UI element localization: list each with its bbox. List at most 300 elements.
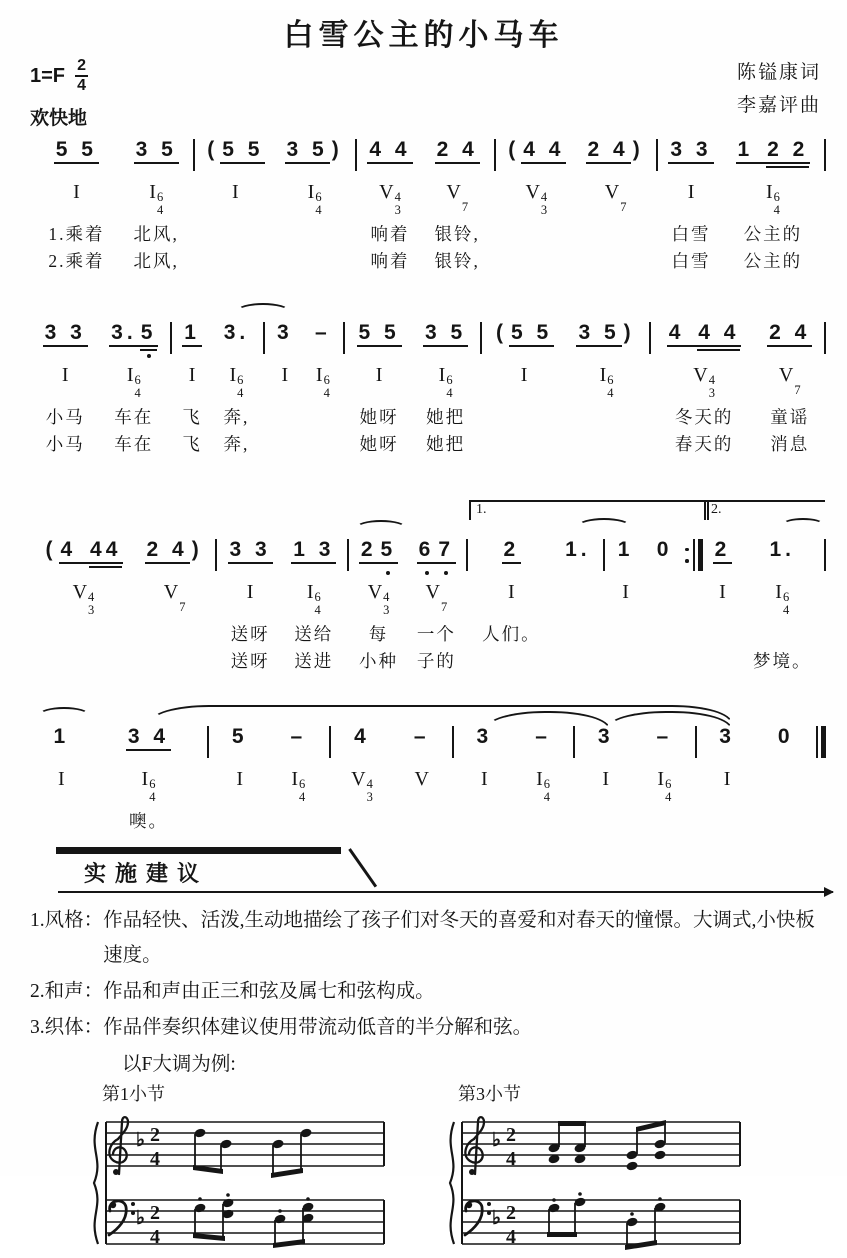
tempo-marking: 欢快地 xyxy=(30,108,88,129)
barline xyxy=(263,322,265,354)
volta-label: 2. xyxy=(711,502,722,517)
chord-symbol: I xyxy=(622,581,629,603)
chord-symbol: V 4 3 xyxy=(72,581,95,617)
note-group xyxy=(182,321,202,355)
chord-symbol: I 6 4 xyxy=(149,181,164,217)
beat xyxy=(34,138,119,275)
note-token: 1 xyxy=(617,538,634,561)
note-token: – xyxy=(413,725,430,748)
note-token: 4 xyxy=(667,321,697,347)
beat xyxy=(744,538,822,675)
beat xyxy=(284,538,344,675)
chord-symbol: I 6 4 xyxy=(536,768,550,804)
lyric-line-1: 飞 xyxy=(182,407,202,427)
chord-row xyxy=(724,759,731,808)
note-token: 3 xyxy=(597,725,614,748)
staff-example-2 xyxy=(444,1080,754,1258)
chord-symbol: I 6 4 xyxy=(438,364,453,400)
lyric-line-2: 车在 xyxy=(114,434,154,454)
chord-row xyxy=(602,759,609,808)
beat xyxy=(706,538,740,675)
tie-arc xyxy=(783,518,823,536)
chord-row xyxy=(316,355,330,404)
svg-text:4: 4 xyxy=(150,1148,160,1171)
beat xyxy=(471,538,551,675)
note-group xyxy=(417,538,456,572)
bass-notes xyxy=(547,1193,666,1251)
lyric-line-2: 飞 xyxy=(182,434,202,454)
volta-bracket xyxy=(469,500,709,520)
key-time-signature xyxy=(492,1124,516,1248)
svg-text:2: 2 xyxy=(150,1202,160,1225)
beat xyxy=(661,138,721,275)
beat xyxy=(123,138,190,275)
chord-symbol: I xyxy=(723,768,731,790)
chord-symbol: I xyxy=(246,581,254,603)
arrow-right-icon xyxy=(824,887,834,897)
staff-examples xyxy=(30,1080,837,1258)
note-group xyxy=(668,138,713,172)
note-token: 2 2 xyxy=(765,138,810,164)
slur-arc xyxy=(356,520,406,538)
beat xyxy=(360,138,420,275)
barline xyxy=(207,726,209,758)
note-group xyxy=(205,138,265,172)
system-2 xyxy=(32,301,827,458)
lyric-line-1: 白雪 xyxy=(671,224,711,244)
note-token: 3 5 xyxy=(134,138,179,164)
beat xyxy=(306,321,340,458)
chord-symbol: V 4 3 xyxy=(525,181,548,217)
svg-text:♭: ♭ xyxy=(136,1208,145,1230)
beat xyxy=(198,138,273,275)
note-group xyxy=(285,138,345,172)
note-group xyxy=(230,725,250,759)
system-3 xyxy=(32,492,827,675)
barline xyxy=(215,539,217,571)
note-group xyxy=(655,725,675,759)
chord-row xyxy=(189,355,196,404)
note-group xyxy=(51,725,71,759)
example-intro: 以F大调为例: xyxy=(122,1054,236,1076)
note-token: 4 xyxy=(354,725,370,748)
chord-row xyxy=(414,759,428,808)
lyric-line-1: 送呀 xyxy=(230,624,270,644)
bass-clef-icon xyxy=(109,1201,135,1235)
note-token: 3 5 xyxy=(576,321,621,347)
chord-symbol: V 7 xyxy=(446,181,469,214)
volta-bracket xyxy=(704,500,825,520)
time-upper: 2 xyxy=(77,57,86,74)
advice-item-texture xyxy=(30,1010,837,1045)
note-token: 3 3 xyxy=(43,321,88,347)
staff-lines xyxy=(462,1122,740,1244)
chord-symbol: I 6 4 xyxy=(599,364,614,400)
note-group xyxy=(717,725,737,759)
note-group xyxy=(533,725,553,759)
barline xyxy=(573,726,575,758)
chord-symbol: I xyxy=(520,364,528,386)
beat xyxy=(220,538,280,675)
chord-row xyxy=(536,759,550,808)
note-group xyxy=(43,321,88,355)
lyric-line-2: 送呀 xyxy=(230,651,270,671)
note-group xyxy=(367,138,412,172)
svg-text:4: 4 xyxy=(506,1226,516,1249)
chord-symbol: I xyxy=(231,181,239,203)
chord-row xyxy=(73,172,80,221)
chord-symbol: V 4 3 xyxy=(693,364,715,400)
lyric-line-2: 小马 xyxy=(45,434,85,454)
chord-row xyxy=(351,759,373,808)
lyric-line-1: 冬天的 xyxy=(674,407,734,427)
note-token: 6 xyxy=(417,538,437,564)
svg-text:4: 4 xyxy=(150,1226,160,1249)
chord-row xyxy=(376,355,383,404)
chord-symbol: I xyxy=(58,768,65,790)
volta-label: 1. xyxy=(476,502,487,517)
brace-icon xyxy=(94,1122,98,1244)
note-group xyxy=(502,538,522,572)
note-group xyxy=(145,538,205,572)
barline xyxy=(343,322,345,354)
low-octave-dot xyxy=(444,571,448,575)
note-token: 4 xyxy=(59,538,89,564)
note-group xyxy=(126,725,171,759)
chord-row xyxy=(62,355,69,404)
note-token: 4 4 xyxy=(367,138,412,164)
chord-symbol: I xyxy=(188,364,196,386)
beat xyxy=(409,538,463,675)
advice-banner xyxy=(30,847,837,895)
chord-symbol: I 6 4 xyxy=(229,364,244,400)
staff-example-2-label: 第3小节 xyxy=(458,1084,521,1105)
barline xyxy=(695,726,697,758)
beat xyxy=(758,321,821,458)
note-group xyxy=(768,538,798,572)
svg-text:2: 2 xyxy=(506,1124,516,1147)
chord-symbol: I 6 4 xyxy=(315,364,330,400)
note-token: ( xyxy=(496,321,507,344)
beat xyxy=(647,538,682,675)
note-token: 1 xyxy=(182,321,202,347)
chord-symbol: I 6 4 xyxy=(141,768,156,804)
repeat-barline xyxy=(685,539,703,571)
barline xyxy=(170,322,172,354)
note-token: ) xyxy=(331,138,343,161)
note-token: 1 3 xyxy=(291,538,336,564)
note-token: 4 4 xyxy=(696,321,741,347)
note-token: 5 5 xyxy=(357,321,402,347)
tie-arc xyxy=(578,518,630,536)
treble-notes xyxy=(548,1120,667,1172)
beat xyxy=(137,538,212,675)
chord-row xyxy=(779,355,801,404)
chord-row xyxy=(521,355,528,404)
staff-example-1 xyxy=(88,1080,398,1258)
advice-section xyxy=(0,847,847,1258)
chord-row xyxy=(719,572,726,621)
note-group xyxy=(667,321,742,355)
tie-arc xyxy=(237,303,290,321)
beat xyxy=(268,321,302,458)
note-group xyxy=(713,538,733,572)
beat xyxy=(608,538,643,675)
beat xyxy=(424,138,491,275)
score-meta xyxy=(0,56,847,128)
lyric-line-2: 银铃, xyxy=(434,251,480,271)
note-group xyxy=(655,538,675,572)
barline xyxy=(355,139,357,171)
chord-symbol: I xyxy=(719,581,726,603)
advice-banner-box xyxy=(56,847,356,889)
note-group xyxy=(44,538,124,572)
advice-item-text: 作品和声由正三和弦及属七和弦构成。 xyxy=(103,981,435,1003)
note-token: ) xyxy=(191,538,203,561)
note-token: ( xyxy=(207,138,219,161)
beat xyxy=(758,725,813,835)
lyric-line-2: 消息 xyxy=(770,434,810,454)
note-token: 3 4 xyxy=(126,725,171,751)
note-group xyxy=(767,321,812,355)
barline xyxy=(649,322,651,354)
lyric-line-2: 公主的 xyxy=(743,251,803,271)
beat xyxy=(34,725,89,835)
chord-row xyxy=(766,172,780,221)
lyric-line-2: 她把 xyxy=(426,434,466,454)
note-token: 3. xyxy=(223,321,250,344)
composer-credit: 李嘉评曲 xyxy=(736,95,821,117)
lyric-line-1: 送给 xyxy=(294,624,334,644)
chord-row xyxy=(232,172,239,221)
beat xyxy=(101,321,168,458)
advice-item-style xyxy=(30,903,837,973)
advice-item-text: 作品伴奏织体建议使用带流动低音的半分解和弦。 xyxy=(103,1017,533,1039)
key-label: 1=F xyxy=(30,64,66,87)
lyric-line-2: 子的 xyxy=(416,651,456,671)
banner-diagonal xyxy=(348,848,377,887)
chord-row xyxy=(605,172,627,221)
lyric-line-1: 她把 xyxy=(426,407,466,427)
key-signature xyxy=(30,58,88,94)
chord-symbol: I 6 4 xyxy=(307,181,322,217)
beat xyxy=(499,138,574,275)
barline xyxy=(466,539,468,571)
lyric-line-1: 奔, xyxy=(223,407,250,427)
chord-symbol: I xyxy=(602,768,610,790)
note-token: – xyxy=(290,725,307,748)
note-token: 5 5 xyxy=(220,138,265,164)
note-token: ) xyxy=(623,321,635,344)
system-4 xyxy=(32,701,827,835)
chord-symbol: V 4 3 xyxy=(379,181,401,217)
chord-row xyxy=(307,572,321,621)
lyric-line-2: 白雪 xyxy=(671,251,711,271)
advice-item-text: 作品轻快、活泼,生动地描绘了孩子们对冬天的喜爱和对春天的憧憬。大调式,小快板速度。 xyxy=(103,910,815,967)
lyric-line-2: 她呀 xyxy=(359,434,399,454)
advice-item-label: 2.和声： xyxy=(30,981,104,1003)
note-token: ( xyxy=(508,138,520,161)
advice-item-label: 3.织体： xyxy=(30,1017,104,1039)
chord-symbol: I xyxy=(73,181,80,203)
note-token: ) xyxy=(632,138,644,161)
lyric-line-1: 北风, xyxy=(133,224,179,244)
chord-symbol: V 7 xyxy=(778,364,801,397)
note-token: 5 5 xyxy=(509,321,554,347)
chord-row xyxy=(229,355,243,404)
chord-row xyxy=(164,572,186,621)
note-token: 3 xyxy=(476,725,493,748)
note-group xyxy=(352,725,372,759)
lyric-line-1: 银铃, xyxy=(434,224,480,244)
svg-text:♭: ♭ xyxy=(492,1130,501,1152)
repeat-dots xyxy=(685,548,689,563)
svg-text:♭: ♭ xyxy=(492,1208,501,1230)
chord-row xyxy=(282,355,289,404)
beat xyxy=(654,321,755,458)
key-tempo-block xyxy=(30,58,88,130)
beat xyxy=(352,538,406,675)
chord-row xyxy=(446,172,468,221)
lyric-line-2: 奔, xyxy=(223,434,250,454)
chord-symbol: V 4 3 xyxy=(351,768,373,804)
chord-row xyxy=(73,572,95,621)
beat xyxy=(485,321,563,458)
key-time-signature xyxy=(136,1124,160,1248)
lyric-line-1: 噢。 xyxy=(129,811,168,831)
chord-symbol: V 7 xyxy=(425,581,448,614)
note-token: 2 4 xyxy=(145,538,190,564)
beat xyxy=(567,321,645,458)
chord-symbol: V 4 3 xyxy=(367,581,390,617)
sheet-music-page xyxy=(0,10,847,1249)
staff-lines xyxy=(106,1122,384,1244)
lyric-line-1: 1.乘着 xyxy=(48,224,105,244)
note-token: 44 xyxy=(88,538,123,564)
note-group xyxy=(596,725,616,759)
chord-row xyxy=(622,572,629,621)
note-token: 2 4 xyxy=(435,138,480,164)
note-token: 2 4 xyxy=(586,138,631,164)
chord-row xyxy=(688,172,695,221)
note-token: 2 xyxy=(713,538,733,564)
chord-row xyxy=(149,172,163,221)
chord-row xyxy=(379,172,401,221)
beat xyxy=(394,725,449,835)
note-group xyxy=(288,725,308,759)
note-group xyxy=(736,138,811,172)
chord-row xyxy=(291,759,305,808)
chord-symbol: I 6 4 xyxy=(765,181,780,217)
note-token: 5 xyxy=(379,538,399,564)
beat xyxy=(414,321,477,458)
tie-arc xyxy=(39,707,89,725)
barline xyxy=(329,726,331,758)
note-token: 2 4 xyxy=(767,321,812,347)
brace-icon xyxy=(450,1122,454,1244)
grand-staff-example-2 xyxy=(444,1108,754,1258)
note-token: 1. xyxy=(769,538,796,561)
note-group xyxy=(222,321,252,355)
note-group xyxy=(359,538,398,572)
bass-clef-icon xyxy=(465,1201,491,1235)
svg-text:2: 2 xyxy=(150,1124,160,1147)
chord-symbol: I 6 4 xyxy=(306,581,321,617)
page-title: 白雪公主的小马车 xyxy=(283,19,564,52)
barline xyxy=(656,139,658,171)
time-lower: 4 xyxy=(77,77,86,94)
barline xyxy=(603,539,605,571)
chord-row xyxy=(657,759,671,808)
beat xyxy=(34,538,133,675)
note-group xyxy=(563,538,593,572)
lyric-line-2: 北风, xyxy=(133,251,179,271)
note-group xyxy=(291,538,336,572)
chord-symbol: I 6 4 xyxy=(775,581,790,617)
chord-row xyxy=(247,572,254,621)
note-group xyxy=(423,321,468,355)
svg-text:♭: ♭ xyxy=(136,1130,145,1152)
lyric-line-1: 一个 xyxy=(416,624,456,644)
beat xyxy=(277,138,352,275)
beat xyxy=(334,725,391,835)
chord-symbol: I xyxy=(375,364,383,386)
chord-symbol: I xyxy=(236,768,243,790)
note-group xyxy=(228,538,273,572)
note-token: 0 xyxy=(777,725,794,748)
chord-symbol: V 7 xyxy=(604,181,627,214)
lyric-line-1: 车在 xyxy=(114,407,154,427)
barline xyxy=(494,139,496,171)
note-token: 5 xyxy=(139,321,159,347)
beat xyxy=(348,321,411,458)
chord-symbol: I xyxy=(508,581,515,603)
lyric-line-1: 小马 xyxy=(45,407,85,427)
note-token: 3. xyxy=(109,321,139,347)
lyric-line-2: 小种 xyxy=(359,651,399,671)
lyric-line-1: 童谣 xyxy=(770,407,810,427)
note-group xyxy=(494,321,554,355)
chord-symbol: V 7 xyxy=(163,581,186,614)
beat xyxy=(93,725,205,835)
beat xyxy=(555,538,600,675)
barline xyxy=(193,139,195,171)
lyricist-credit: 陈镒康词 xyxy=(736,62,821,83)
chord-row xyxy=(525,172,547,221)
note-group xyxy=(54,138,99,172)
note-group xyxy=(109,321,158,355)
note-group xyxy=(412,725,432,759)
note-token: 3 xyxy=(719,725,735,748)
note-group xyxy=(475,725,495,759)
chord-row xyxy=(439,355,453,404)
note-group xyxy=(357,321,402,355)
lyric-line-1: 响着 xyxy=(370,224,410,244)
barline xyxy=(824,322,826,354)
chord-symbol: I xyxy=(687,181,695,203)
barline xyxy=(824,139,826,171)
note-token: 7 xyxy=(436,538,456,564)
note-group xyxy=(134,138,179,172)
chord-row xyxy=(508,572,515,621)
svg-text:4: 4 xyxy=(506,1148,516,1171)
barline xyxy=(452,726,454,758)
chord-row xyxy=(600,355,614,404)
lyric-line-1: 公主的 xyxy=(743,224,803,244)
chord-symbol: V xyxy=(414,768,429,790)
note-group xyxy=(616,538,636,572)
note-token: 2 xyxy=(502,538,522,564)
